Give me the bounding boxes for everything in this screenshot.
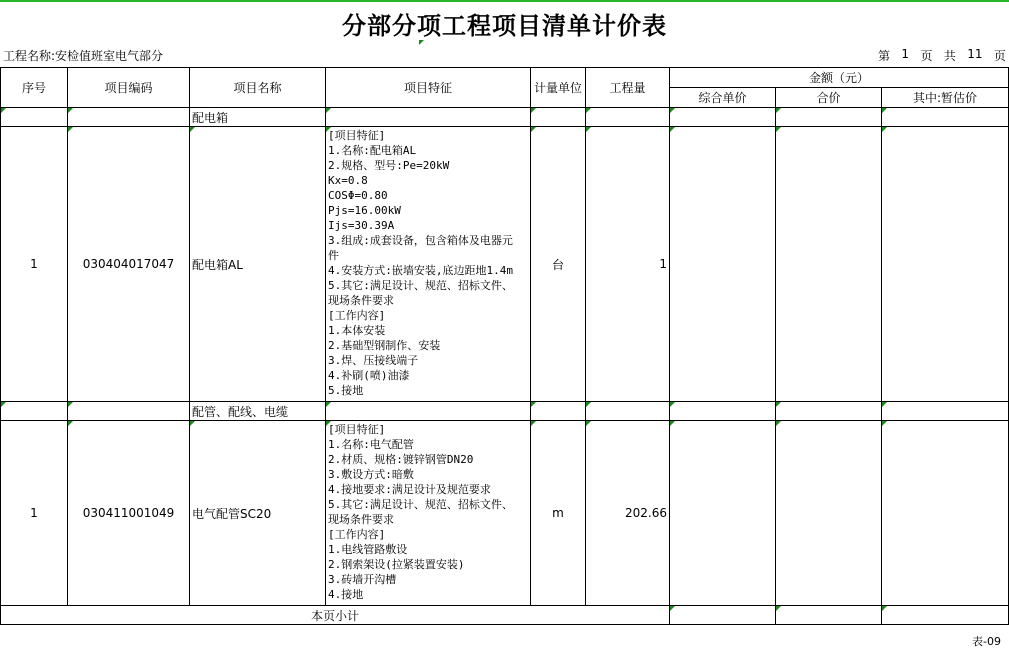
- pager-ye-2: 页: [993, 49, 1006, 63]
- item-seq: 1: [1, 127, 68, 402]
- feature-line: 2.规格、型号:Pe=20kW: [328, 159, 450, 172]
- header-code: 项目编码: [68, 68, 190, 108]
- item-provisional: [882, 127, 1009, 402]
- header-qty: 工程量: [586, 68, 670, 108]
- table-row: [1, 127, 1009, 402]
- item-qty: 1: [586, 127, 670, 402]
- feature-line: Pjs=16.00kW: [328, 204, 401, 217]
- item-provisional: [882, 421, 1009, 606]
- feature-line: 现场条件要求: [328, 513, 394, 526]
- section-row: [1, 402, 1009, 421]
- bill-table: [0, 67, 1009, 625]
- section-name: 配管、配线、电缆: [190, 402, 326, 421]
- item-unit-price: [670, 127, 776, 402]
- feature-line: 4.安装方式:嵌墙安装,底边距地1.4m: [328, 264, 513, 277]
- feature-line: 3.组成:成套设备，包含箱体及电器元: [328, 234, 513, 247]
- table-row: [1, 421, 1009, 606]
- item-name: 电气配管SC20: [190, 421, 326, 606]
- header-total-price: 合价: [776, 88, 882, 108]
- header-unit-price: 综合单价: [670, 88, 776, 108]
- item-unit: 台: [531, 127, 586, 402]
- item-features: [326, 421, 531, 606]
- header-name: 项目名称: [190, 68, 326, 108]
- item-features: [326, 127, 531, 402]
- header-amount: 金额（元）: [670, 68, 1009, 88]
- feature-line: 5.其它:满足设计、规范、招标文件、: [328, 498, 513, 511]
- feature-line: Kx=0.8: [328, 174, 368, 187]
- feature-line: 1.本体安装: [328, 324, 386, 337]
- cell-marker: [419, 40, 424, 45]
- feature-line: 3.焊、压接线端子: [328, 354, 419, 367]
- feature-line: 现场条件要求: [328, 294, 394, 307]
- feature-line: 3.敷设方式:暗敷: [328, 468, 414, 481]
- feature-line: 1.名称:电气配管: [328, 438, 414, 451]
- header-unit: 计量单位: [531, 68, 586, 108]
- item-code: 030404017047: [68, 127, 190, 402]
- feature-line: 4.接地: [328, 588, 364, 601]
- page-title: 分部分项工程项目清单计价表: [342, 11, 667, 40]
- pager-di: 第: [878, 49, 891, 63]
- header-feature: 项目特征: [326, 68, 531, 108]
- item-total-price: [776, 421, 882, 606]
- project-label: 工程名称:: [3, 49, 56, 63]
- item-total-price: [776, 127, 882, 402]
- pager-total: 11: [967, 47, 983, 61]
- subtotal-row: [1, 606, 1009, 625]
- item-unit: m: [531, 421, 586, 606]
- feature-line: [工作内容]: [328, 528, 386, 541]
- feature-line: 5.接地: [328, 384, 364, 397]
- project-info: [3, 47, 163, 64]
- feature-line: 2.材质、规格:镀锌钢管DN20: [328, 453, 474, 466]
- feature-line: 5.其它:满足设计、规范、招标文件、: [328, 279, 513, 292]
- feature-line: 2.钢索架设(拉紧装置安装): [328, 558, 465, 571]
- feature-line: 件: [328, 249, 339, 262]
- item-unit-price: [670, 421, 776, 606]
- feature-line: 2.基础型钢制作、安装: [328, 339, 441, 352]
- feature-line: 4.补刷(喷)油漆: [328, 369, 410, 382]
- top-border-line: [0, 0, 1009, 2]
- pager-gong: 共: [943, 49, 956, 63]
- pager-ye: 页: [920, 49, 933, 63]
- feature-line: 3.砖墙开沟槽: [328, 573, 397, 586]
- feature-line: 1.电线管路敷设: [328, 543, 408, 556]
- feature-line: 1.名称:配电箱AL: [328, 144, 417, 157]
- header-provisional: 其中:暂估价: [882, 88, 1009, 108]
- item-name: 配电箱AL: [190, 127, 326, 402]
- pager-current: 1: [901, 47, 910, 61]
- feature-line: [项目特征]: [328, 129, 386, 142]
- feature-line: 4.接地要求:满足设计及规范要求: [328, 483, 491, 496]
- item-seq: 1: [1, 421, 68, 606]
- feature-line: [项目特征]: [328, 423, 386, 436]
- section-name: 配电箱: [190, 108, 326, 127]
- item-qty: 202.66: [586, 421, 670, 606]
- feature-line: COSΦ=0.80: [328, 189, 388, 202]
- subtotal-label: 本页小计: [1, 606, 670, 625]
- section-row: [1, 108, 1009, 127]
- page-indicator: [878, 47, 1006, 64]
- feature-line: Ijs=30.39A: [328, 219, 395, 232]
- feature-line: [工作内容]: [328, 309, 386, 322]
- form-number: 表-09: [972, 635, 1001, 648]
- item-code: 030411001049: [68, 421, 190, 606]
- header-seq: 序号: [1, 68, 68, 108]
- project-name: 安检值班室电气部分: [55, 49, 164, 63]
